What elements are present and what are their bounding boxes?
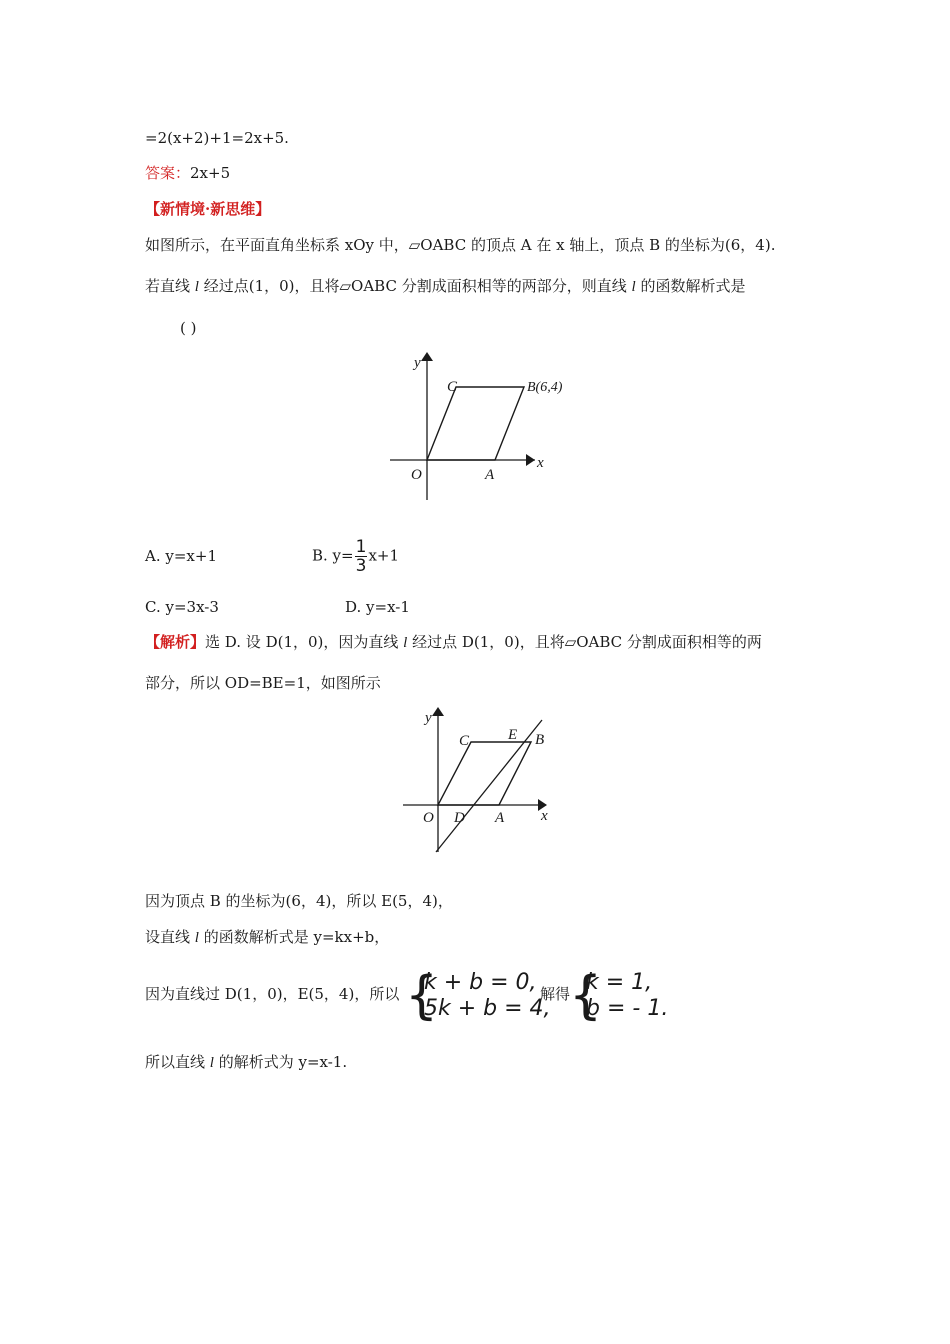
equation-1: k + b = 0, xyxy=(424,970,537,995)
label-o: O xyxy=(423,810,434,826)
solution-text: 的函数解析式是 y=kx+b， xyxy=(198,928,390,946)
option-b-suffix: x+1 xyxy=(368,546,400,565)
result-2: b = - 1. xyxy=(586,996,669,1021)
solve-label: 解得 xyxy=(540,985,571,1003)
question-text: 若直线 xyxy=(145,277,195,295)
option-d: D. y=x-1 xyxy=(345,598,410,616)
solution-text: 经过点 D(1，0)，且将▱OABC 分割成面积相等的两 xyxy=(407,633,762,651)
solution-text: 选 D. 设 D(1，0)，因为直线 xyxy=(205,633,404,651)
option-b-prefix: B. y= xyxy=(312,546,354,565)
fraction-numerator: 1 xyxy=(355,537,367,557)
solution-system xyxy=(586,970,668,1022)
option-b xyxy=(312,538,399,575)
label-x: x xyxy=(537,455,544,471)
option-a: A. y=x+1 xyxy=(145,547,217,565)
parallelogram-figure-2 xyxy=(398,702,558,857)
label-d: D xyxy=(454,810,465,826)
equation-line: =2(x+2)+1=2x+5. xyxy=(145,129,289,147)
solution-line-3: 因为顶点 B 的坐标为(6，4)，所以 E(5，4)， xyxy=(145,892,453,910)
solution-text: 设直线 xyxy=(145,928,195,946)
line-l xyxy=(436,720,545,852)
label-a: A xyxy=(495,810,505,826)
solution-line-1 xyxy=(145,632,762,653)
label-b: B xyxy=(535,732,545,748)
fraction-denominator: 3 xyxy=(355,556,367,576)
option-c: C. y=3x-3 xyxy=(145,598,219,616)
y-axis-arrow xyxy=(421,352,433,361)
solution-text: 所以直线 xyxy=(145,1053,210,1071)
label-c: C xyxy=(447,379,458,395)
solution-line-4 xyxy=(145,927,389,948)
answer-paren: ( ) xyxy=(180,319,197,337)
label-b: B(6,4) xyxy=(527,380,563,395)
line-symbol: l xyxy=(194,930,199,946)
result-1: k = 1, xyxy=(586,970,653,995)
question-text: 的函数解析式是 xyxy=(635,277,746,295)
label-c: C xyxy=(459,733,470,749)
equation-system xyxy=(424,970,551,1022)
solution-tag: 【解析】 xyxy=(145,633,206,651)
parallelogram-figure-1 xyxy=(385,350,563,505)
label-e: E xyxy=(508,727,518,743)
label-o: O xyxy=(411,467,422,483)
question-line-1: 如图所示，在平面直角坐标系 xOy 中，▱OABC 的顶点 A 在 x 轴上，顶点 B 的坐标为(6，4). xyxy=(145,236,776,254)
left-brace: { xyxy=(405,966,439,1026)
line-symbol: l xyxy=(209,1055,214,1071)
answer-line xyxy=(145,163,230,183)
section-title: 【新情境·新思维】 xyxy=(145,200,271,218)
solution-text: 的解析式为 y=x-1. xyxy=(213,1053,348,1071)
label-x: x xyxy=(541,808,548,824)
label-a: A xyxy=(485,467,495,483)
x-axis-arrow xyxy=(526,454,535,466)
line-symbol: l xyxy=(403,635,408,651)
line-symbol: l xyxy=(631,279,636,295)
solution-line-5: 因为直线过 D(1，0)，E(5，4)，所以 xyxy=(145,985,400,1003)
label-y: y xyxy=(425,710,432,726)
y-axis-arrow xyxy=(432,707,444,716)
parallelogram-oabc xyxy=(427,387,524,460)
left-brace: { xyxy=(569,966,603,1026)
equation-2: 5k + b = 4, xyxy=(424,996,551,1021)
answer-value: 2x+5 xyxy=(190,164,231,182)
fraction-one-third xyxy=(355,538,368,575)
question-text: 经过点(1，0)，且将▱OABC 分割成面积相等的两部分，则直线 xyxy=(198,277,632,295)
solution-line-2: 部分，所以 OD=BE=1，如图所示 xyxy=(145,674,381,692)
line-symbol: l xyxy=(194,279,199,295)
question-line-2 xyxy=(145,276,745,297)
label-y: y xyxy=(414,355,421,371)
solution-line-6 xyxy=(145,1052,347,1073)
answer-label: 答案： xyxy=(145,164,191,182)
